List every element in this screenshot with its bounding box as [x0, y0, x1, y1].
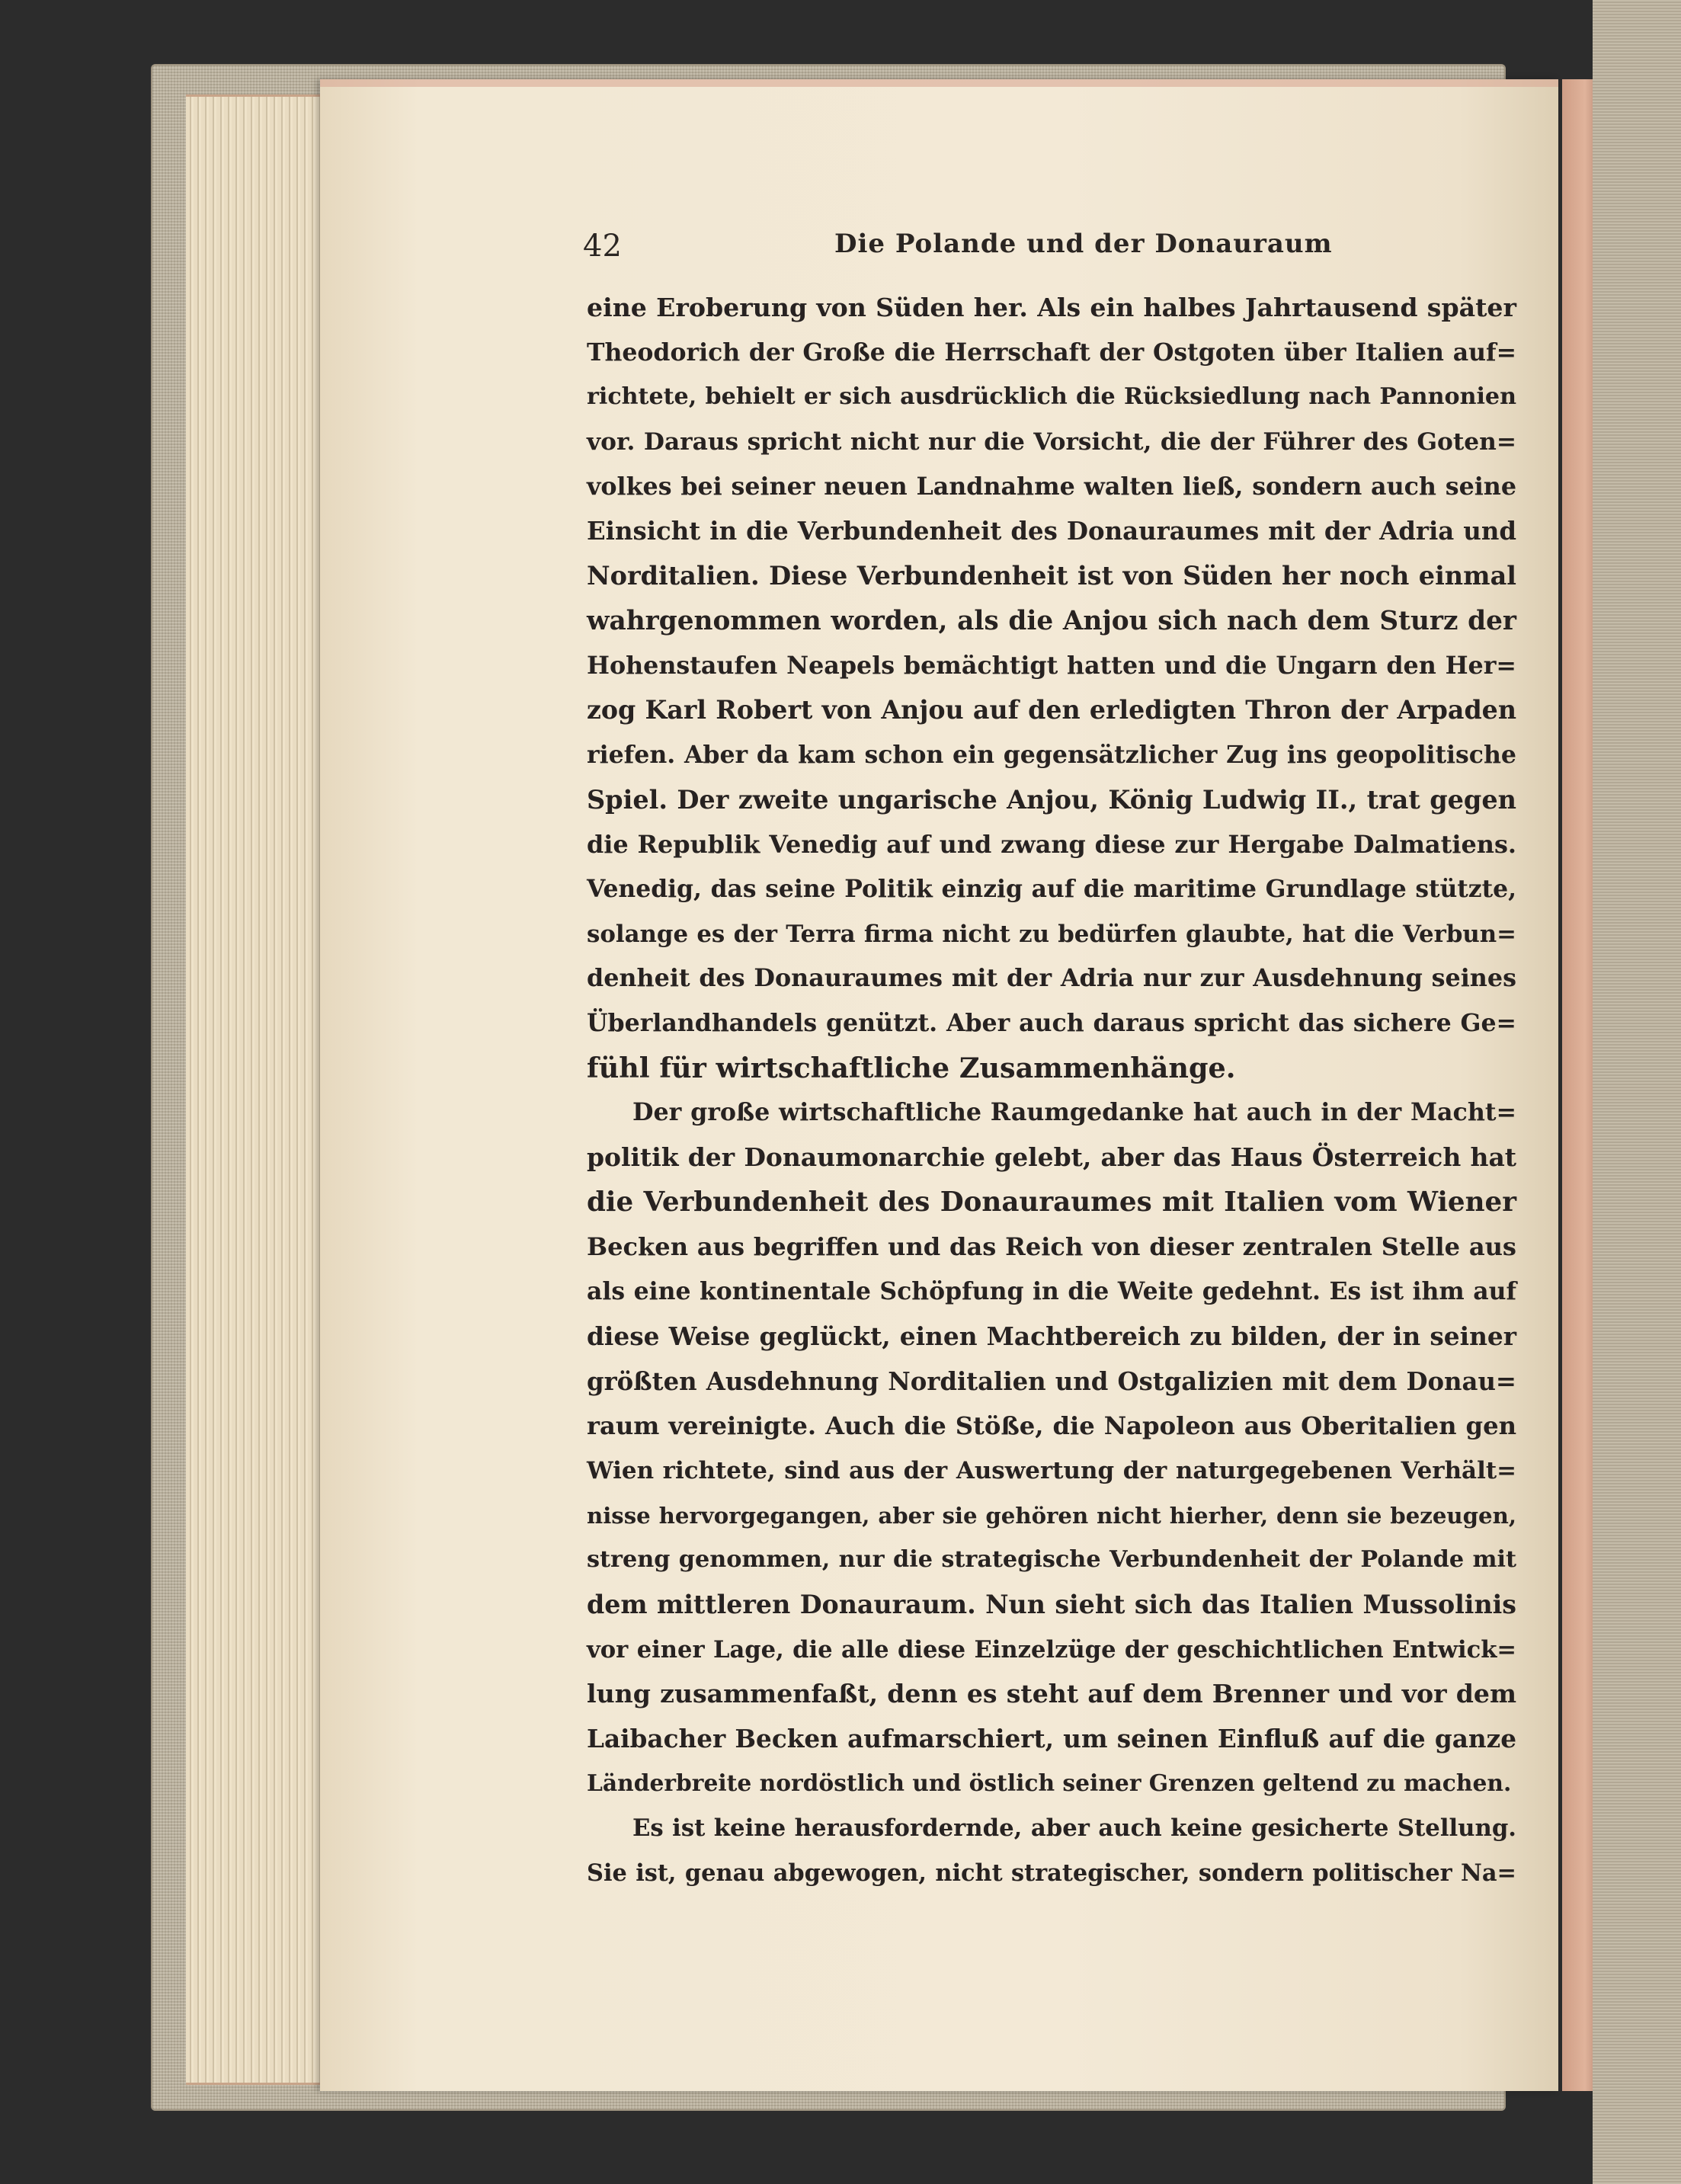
- text-line: Hohenstaufen Neapels bemächtigt hatten und die Ungarn den Her=: [587, 651, 1516, 680]
- text-line: riefen. Aber da kam schon ein gegensätzlicher Zug ins geopolitische: [587, 740, 1516, 769]
- text-line: als eine kontinentale Schöpfung in die Weite gedehnt. Es ist ihm auf: [587, 1277, 1516, 1306]
- body-text: [587, 286, 1516, 1896]
- text-line: größten Ausdehnung Norditalien und Ostgalizien mit dem Donau=: [587, 1366, 1516, 1396]
- text-line: Sie ist, genau abgewogen, nicht strategischer, sondern politischer Na=: [587, 1859, 1516, 1888]
- text-line: Wien richtete, sind aus der Auswertung der naturgegebenen Verhält=: [587, 1456, 1516, 1484]
- text-line: Spiel. Der zweite ungarische Anjou, König Ludwig II., trat gegen: [587, 784, 1516, 815]
- text-line: politik der Donaumonarchie gelebt, aber das Haus Österreich hat: [587, 1142, 1516, 1173]
- text-line: solange es der Terra firma nicht zu bedürfen glaubte, hat die Verbun=: [587, 920, 1516, 948]
- text-line: lung zusammenfaßt, denn es steht auf dem Brenner und vor dem: [587, 1679, 1516, 1709]
- text-line: richtete, behielt er sich ausdrücklich die Rücksiedlung nach Pannonien: [587, 383, 1516, 411]
- text-line: die Verbundenheit des Donauraumes mit Italien vom Wiener: [587, 1186, 1516, 1218]
- text-line: denheit des Donauraumes mit der Adria nur zur Ausdehnung seines: [587, 964, 1516, 993]
- text-line: Es ist keine herausfordernde, aber auch keine gesicherte Stellung.: [632, 1814, 1516, 1843]
- running-title: Die Polande und der Donauraum: [834, 229, 1333, 259]
- text-line: raum vereinigte. Auch die Stöße, die Napoleon aus Oberitalien gen: [587, 1411, 1516, 1441]
- text-line: Norditalien. Diese Verbundenheit ist von Süden her noch einmal: [587, 561, 1516, 591]
- text-line: eine Eroberung von Süden her. Als ein halbes Jahrtausend später: [587, 293, 1516, 322]
- page-top-edge: [320, 79, 1558, 87]
- text-line: zog Karl Robert von Anjou auf den erledigten Thron der Arpaden: [587, 695, 1516, 725]
- text-line: Becken aus begriffen und das Reich von dieser zentralen Stelle aus: [587, 1232, 1516, 1262]
- page-number: 42: [583, 229, 622, 264]
- cover-right: [1593, 0, 1681, 2184]
- text-line: diese Weise geglückt, einen Machtbereich zu bilden, der in seiner: [587, 1321, 1516, 1351]
- text-line: dem mittleren Donauraum. Nun sieht sich das Italien Mussolinis: [587, 1589, 1516, 1619]
- text-line: nisse hervorgegangen, aber sie gehören nicht hierher, denn sie bezeugen,: [587, 1502, 1516, 1529]
- text-line: Venedig, das seine Politik einzig auf die maritime Grundlage stützte,: [587, 875, 1516, 903]
- page-stack-edge: [186, 94, 338, 2085]
- page-header: [583, 229, 1528, 274]
- text-line: streng genommen, nur die strategische Verbundenheit der Polande mit: [587, 1546, 1516, 1574]
- text-line: Der große wirtschaftliche Raumgedanke hat auch in der Macht=: [632, 1098, 1516, 1127]
- text-line: Einsicht in die Verbundenheit des Donauraumes mit der Adria und: [587, 517, 1516, 546]
- text-line: volkes bei seiner neuen Landnahme walten ließ, sondern auch seine: [587, 472, 1516, 501]
- text-line: wahrgenommen worden, als die Anjou sich nach dem Sturz der: [587, 605, 1516, 636]
- text-line: Laibacher Becken aufmarschiert, um seinen Einfluß auf die ganze: [587, 1724, 1516, 1753]
- text-line: fühl für wirtschaftliche Zusammenhänge.: [587, 1051, 1236, 1084]
- text-line: Theodorich der Große die Herrschaft der Ostgoten über Italien auf=: [587, 338, 1516, 367]
- text-line: Überlandhandels genützt. Aber auch daraus spricht das sichere Ge=: [587, 1009, 1516, 1037]
- text-line: vor einer Lage, die alle diese Einzelzüge der geschichtlichen Entwick=: [587, 1635, 1516, 1664]
- text-line: Länderbreite nordöstlich und östlich seiner Grenzen geltend zu machen.: [587, 1769, 1512, 1797]
- text-line: die Republik Venedig auf und zwang diese zur Hergabe Dalmatiens.: [587, 830, 1516, 860]
- text-line: vor. Daraus spricht nicht nur die Vorsicht, die der Führer des Goten=: [587, 428, 1516, 456]
